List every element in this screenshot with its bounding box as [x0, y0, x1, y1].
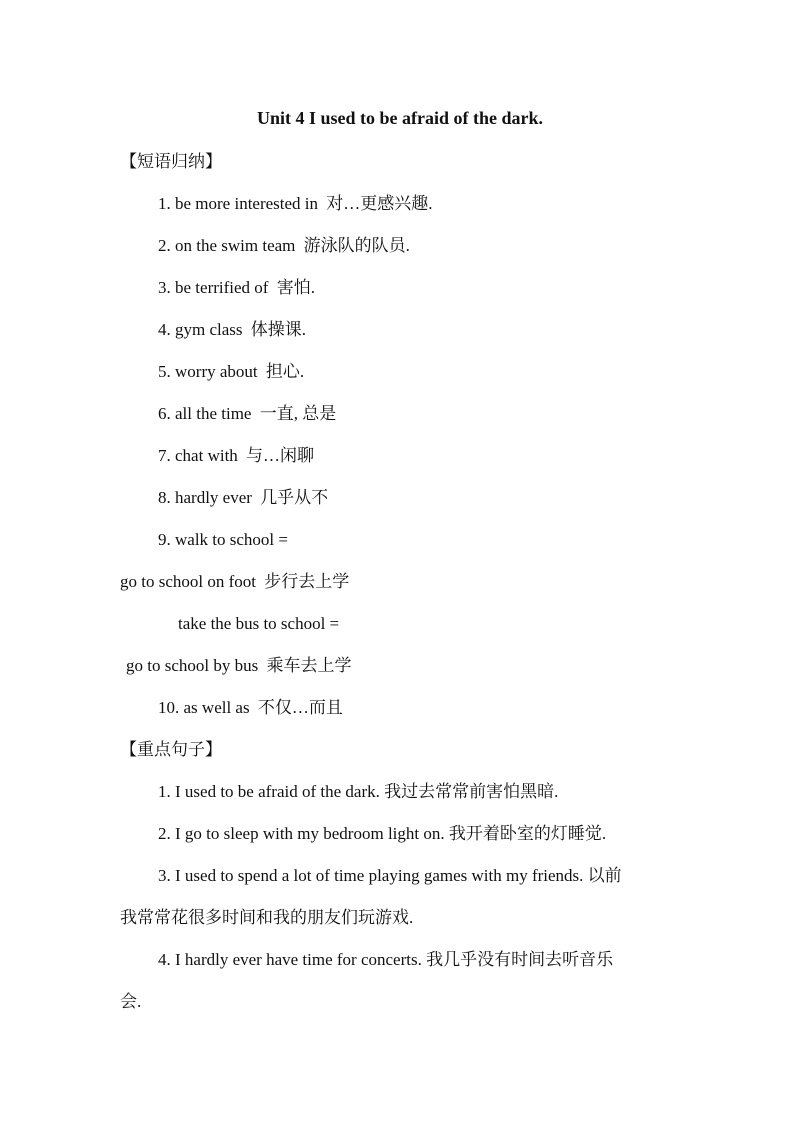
phrase-en: 4. gym class — [158, 320, 243, 339]
phrase-en: 7. chat with — [158, 446, 238, 465]
phrase-en: 10. as well as — [158, 698, 250, 717]
phrase-zh: 一直, 总是 — [259, 404, 337, 423]
phrase-zh: 乘车去上学 — [266, 656, 352, 675]
phrase-item-6 — [158, 402, 336, 426]
phrase-en: 5. worry about — [158, 362, 258, 381]
sentence-item-4-line-1: 4. I hardly ever have time for concerts. 我几乎没有时间去听音乐 — [158, 950, 614, 969]
phrase-en: 9. walk to school = — [158, 530, 288, 549]
sentence-item-3-line-1: 3. I used to spend a lot of time playing games with my friends. 以前 — [158, 866, 622, 885]
phrase-en: 3. be terrified of — [158, 278, 269, 297]
phrase-item-5 — [158, 360, 304, 384]
phrase-item-3 — [158, 276, 315, 300]
phrase-item-9b — [178, 612, 339, 636]
phrase-item-8 — [158, 486, 328, 510]
phrase-zh: 对…更感兴趣. — [326, 194, 433, 213]
phrase-en: take the bus to school = — [178, 614, 340, 633]
phrase-zh: 游泳队的队员. — [303, 236, 410, 255]
phrase-zh: 害怕. — [276, 278, 315, 297]
phrase-zh: 步行去上学 — [264, 572, 350, 591]
phrase-zh: 不仅…而且 — [257, 698, 343, 717]
sentences-heading: 【重点句子】 — [120, 740, 222, 759]
sentence-item-3-line-2: 我常常花很多时间和我的朋友们玩游戏. — [120, 908, 414, 927]
phrase-item-1 — [158, 192, 433, 216]
phrase-zh: 与…闲聊 — [246, 446, 315, 465]
document-title: Unit 4 I used to be afraid of the dark. — [256, 108, 543, 128]
phrase-en: 2. on the swim team — [158, 236, 296, 255]
phrase-zh: 担心. — [265, 362, 305, 381]
phrase-item-2 — [158, 234, 410, 258]
phrase-item-9 — [158, 528, 288, 552]
phrase-item-9-equivalent — [120, 570, 349, 594]
phrase-en: go to school by bus — [126, 656, 259, 675]
phrase-en: go to school on foot — [120, 572, 256, 591]
phrase-en: 1. be more interested in — [158, 194, 319, 213]
phrase-item-9b-equivalent — [126, 654, 351, 678]
phrase-zh: 几乎从不 — [260, 488, 329, 507]
phrase-zh: 体操课. — [250, 320, 307, 339]
phrase-en: 8. hardly ever — [158, 488, 252, 507]
sentence-item-4-line-2: 会. — [120, 992, 142, 1011]
sentence-item-2: 2. I go to sleep with my bedroom light on. 我开着卧室的灯睡觉. — [158, 824, 607, 843]
phrase-item-10 — [158, 696, 343, 720]
phrases-heading: 【短语归纳】 — [120, 152, 222, 171]
phrase-item-4 — [158, 318, 306, 342]
sentence-item-1: 1. I used to be afraid of the dark. 我过去常常前害怕黑暗. — [158, 782, 559, 801]
phrase-en: 6. all the time — [158, 404, 252, 423]
phrase-item-7 — [158, 444, 314, 468]
